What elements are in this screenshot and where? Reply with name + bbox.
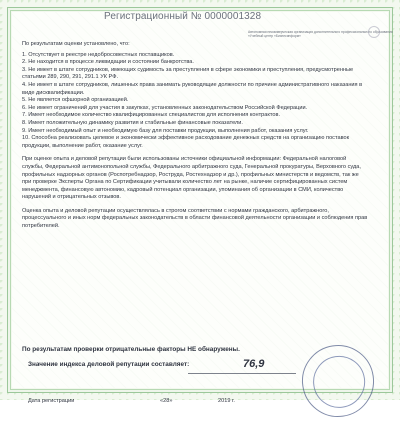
index-value: 76,9 <box>243 358 265 370</box>
certificate-paper <box>12 11 393 404</box>
finding-item: 2. Не находится в процессе ликвидации и состоянии банкротства. <box>22 59 194 66</box>
registration-day: «28» <box>160 398 173 404</box>
compliance-paragraph: Оценка опыта и деловой репутации осуществлялась в строгом соответствии с нормами гражданского, арбитражного, процессуального и иных норм федеральных законодательств в области финансовой деятельности организации и соблюдения прав потребителей. <box>22 207 368 230</box>
issuer-line-2: «Учебный центр «Бизнесинформ» <box>248 34 301 39</box>
certificate-number: Регистрационный № 0000001328 <box>104 11 262 22</box>
finding-item: 10. Способна реализовать целевое и экономически эффективное расходование денежных средств на организацию поставок продукции, выполнение работ, оказание услуг. <box>22 135 350 149</box>
final-statement: По результатам проверки отрицательные факторы НЕ обнаружены. <box>22 346 240 353</box>
certificate-body <box>22 41 368 353</box>
finding-item: 3. Не имеет в штате сотрудников, имеющих судимость за преступления в сфере экономики и преступления, предусмотренные статьями 289, 290, 291, 291.1 УК РФ. <box>22 66 354 81</box>
registration-date-label: Дата регистрации <box>28 398 75 404</box>
issuer-line-1: Автономная некоммерческая организация дополнительного профессионального образования <box>248 30 393 34</box>
index-underline <box>188 373 296 374</box>
finding-item: 9. Имеет необходимый опыт и необходимую базу для поставки продукции, выполнения работ, оказания услуг. <box>22 127 309 134</box>
registration-year: 2019 г. <box>218 398 235 404</box>
small-stamp-mark <box>368 26 380 38</box>
index-label: Значение индекса деловой репутации составляет: <box>28 361 190 368</box>
finding-item: 4. Не имеет в штате сотрудников, лишенных права занимать руководящие должности по причине административного наказания в виде дисквалификации. <box>22 81 363 96</box>
finding-item: 1. Отсутствует в реестре недобросовестных поставщиков. <box>22 51 175 58</box>
sources-paragraph: При оценке опыта и деловой репутации были использованы источники официальной информации: Федеральной налоговой службы, Федеральной антимонопольной службы, Федерального арбитражного суда, Генеральной прокуратуры, Верховного суда, профильных надзорных органов (Роспотребнадзор, Роструда, Ростехнадзор и др.), профильных министерств и ведомств, так же при проверке Эксперты Органа по Сертификации учитывали количество лет на рынке, наличие сертифицированных систем менеджмента, финансовую автономию, кадровый потенциал организации, упоминания об организации в СМИ, количество нарушений и отрицательных отзывов. <box>22 156 361 201</box>
finding-item: 6. Не имеет ограничений для участия в закупках, установленных законодательством Российской Федерации. <box>22 104 308 111</box>
finding-item: 7. Имеет необходимое количество квалифицированных специалистов для исполнения контрактов. <box>22 112 280 119</box>
intro-text: По результатам оценки установлено, что: <box>22 41 130 47</box>
finding-item: 8. Имеет положительную динамику развития и стабильные финансовые показатели. <box>22 119 243 126</box>
finding-item: 5. Не является офшорной организацией. <box>22 97 129 104</box>
